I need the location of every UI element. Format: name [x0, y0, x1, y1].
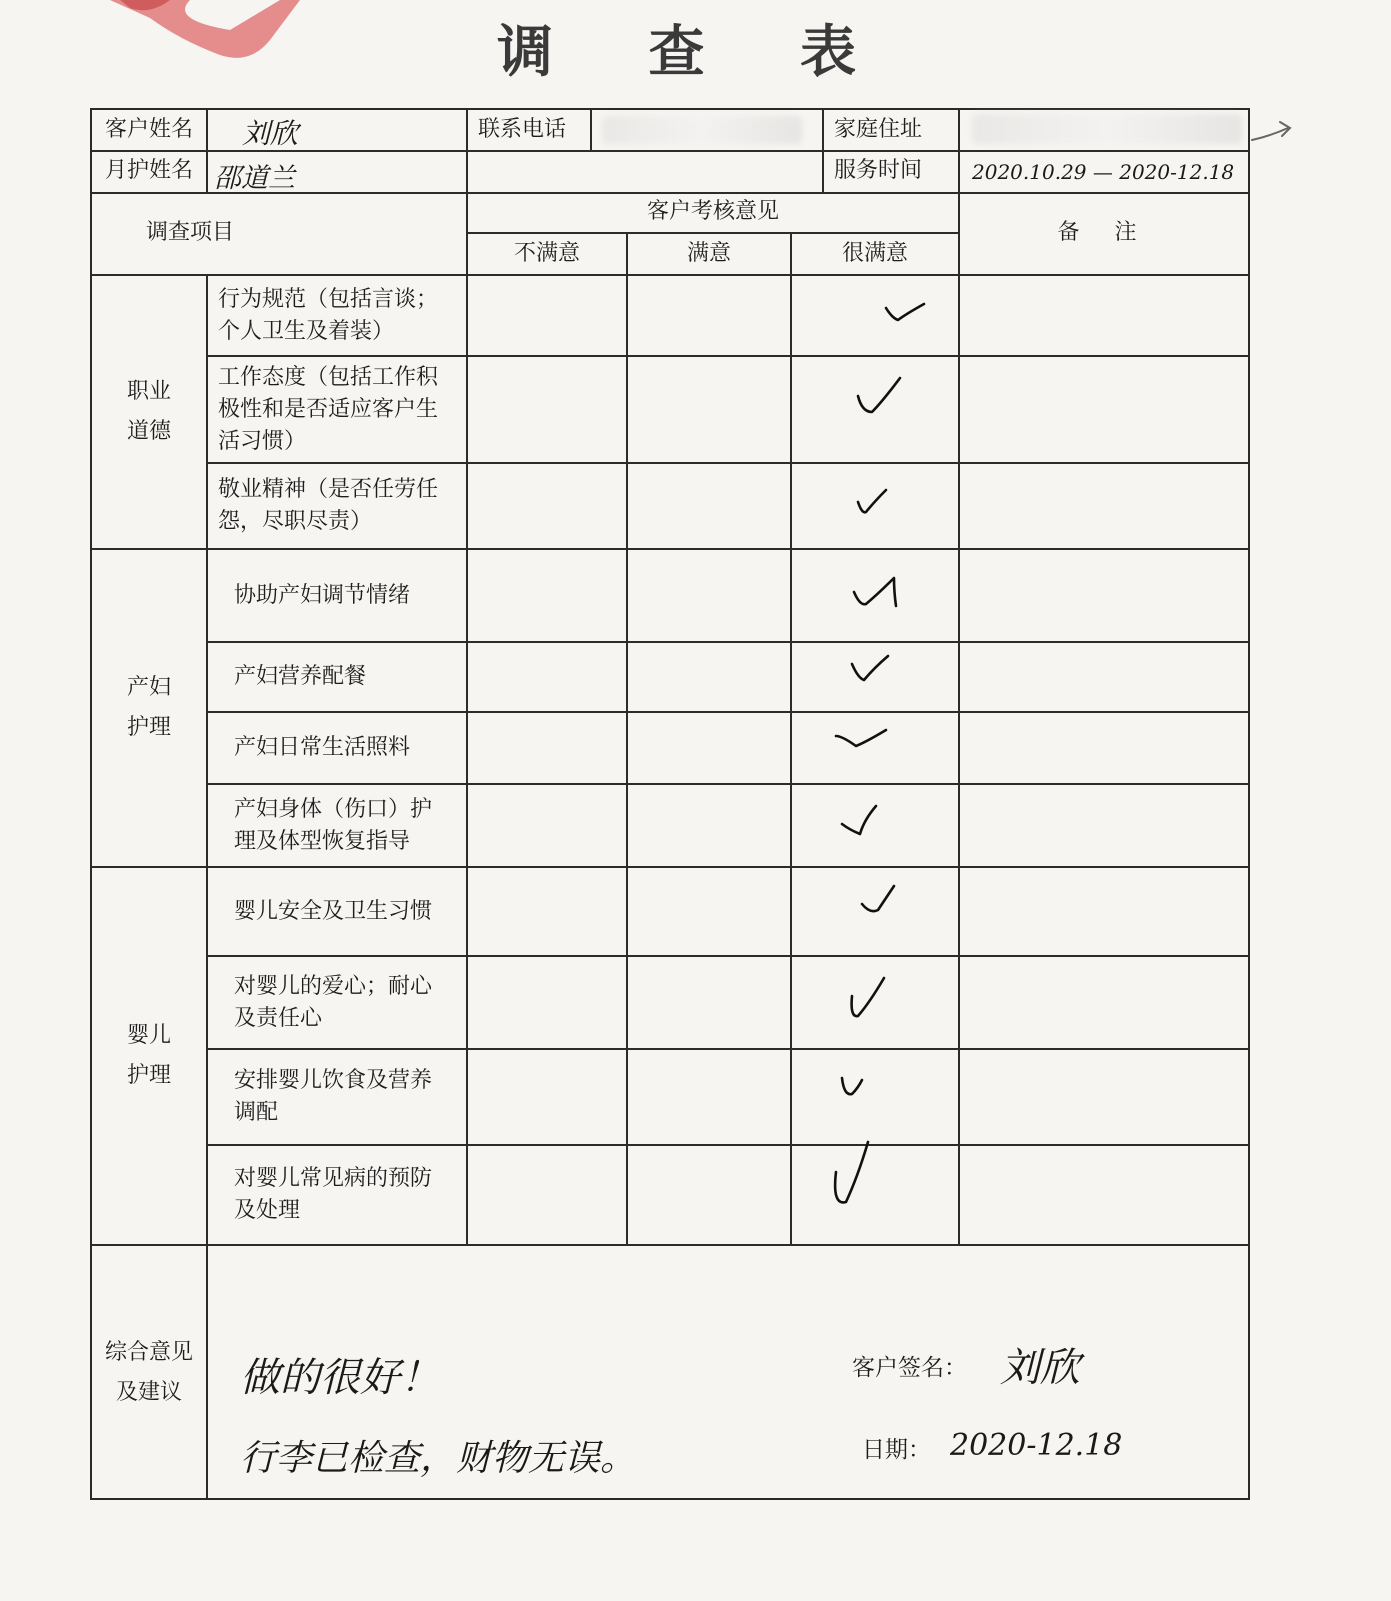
check-mark: [882, 290, 932, 330]
category-infant-care: 婴儿 护理: [126, 1023, 171, 1088]
comment-line-1: 做的很好！: [240, 1355, 440, 1401]
form-title: 调 查 表: [497, 19, 894, 85]
check-mark: [844, 972, 890, 1026]
signature-label: 客户签名：: [852, 1355, 967, 1381]
rule: [590, 110, 592, 150]
address-label: 家庭住址: [834, 117, 923, 142]
check-mark: [852, 482, 892, 520]
survey-item-header: 调查项目: [145, 220, 234, 245]
survey-item: 产妇营养配餐: [234, 664, 367, 689]
date-value: 2020-12.18: [950, 1428, 1123, 1463]
rule: [790, 232, 792, 1244]
survey-item: 婴儿安全及卫生习惯: [234, 898, 433, 924]
check-mark: [838, 1072, 868, 1102]
check-mark: [836, 800, 884, 844]
arrow-icon: [1250, 118, 1296, 154]
comment-line-2: 行李已检查，财物无误。: [240, 1438, 637, 1479]
survey-item: 对婴儿常见病的预防及处理: [234, 1166, 433, 1223]
rule: [206, 110, 208, 192]
rule: [466, 192, 468, 1244]
check-mark: [856, 880, 904, 924]
check-mark: [828, 1136, 878, 1210]
redacted-address: [972, 114, 1242, 144]
survey-form: [90, 108, 1250, 1500]
survey-item: 工作态度（包括工作积极性和是否适应客户生活习惯）: [218, 364, 439, 454]
survey-item: 产妇身体（伤口）护理及体型恢复指导: [234, 796, 433, 854]
survey-item: 安排婴儿饮食及营养调配: [234, 1068, 433, 1125]
customer-name-label: 客户姓名: [104, 117, 193, 142]
survey-item: 协助产妇调节情绪: [234, 582, 411, 608]
customer-name-value: 刘欣: [242, 117, 299, 150]
remarks-header: 备 注: [1057, 220, 1151, 245]
category-professional-ethics: 职业 道德: [126, 379, 171, 444]
check-mark: [848, 650, 898, 690]
dissatisfied-header: 不满意: [513, 241, 580, 266]
check-mark: [848, 572, 904, 618]
signature-value: 刘欣: [1000, 1345, 1080, 1391]
rule: [92, 1244, 1248, 1246]
nurse-name-label: 月护姓名: [104, 158, 193, 183]
survey-item: 产妇日常生活照料: [234, 735, 411, 760]
rule: [626, 232, 628, 1244]
survey-item: 对婴儿的爱心；耐心及责任心: [234, 973, 433, 1031]
opinion-header: 客户考核意见: [646, 199, 779, 224]
service-time-value: 2020.10.29 — 2020-12.18: [972, 160, 1235, 184]
nurse-name-value: 邵道兰: [214, 163, 295, 194]
service-time-label: 服务时间: [834, 158, 923, 183]
satisfied-header: 满意: [686, 241, 731, 266]
rule: [958, 110, 960, 1244]
date-label: 日期：: [862, 1437, 931, 1463]
category-maternal-care: 产妇 护理: [126, 675, 171, 740]
summary-label: 综合意见 及建议: [104, 1340, 193, 1405]
check-mark: [852, 372, 912, 422]
phone-label: 联系电话: [478, 117, 567, 142]
redacted-phone: [602, 116, 802, 144]
survey-item: 行为规范（包括言谈；个人卫生及着装）: [218, 286, 439, 344]
survey-item: 敬业精神（是否任劳任怨，尽职尽责）: [218, 477, 439, 534]
check-mark: [832, 722, 892, 756]
very-satisfied-header: 很满意: [841, 241, 908, 266]
